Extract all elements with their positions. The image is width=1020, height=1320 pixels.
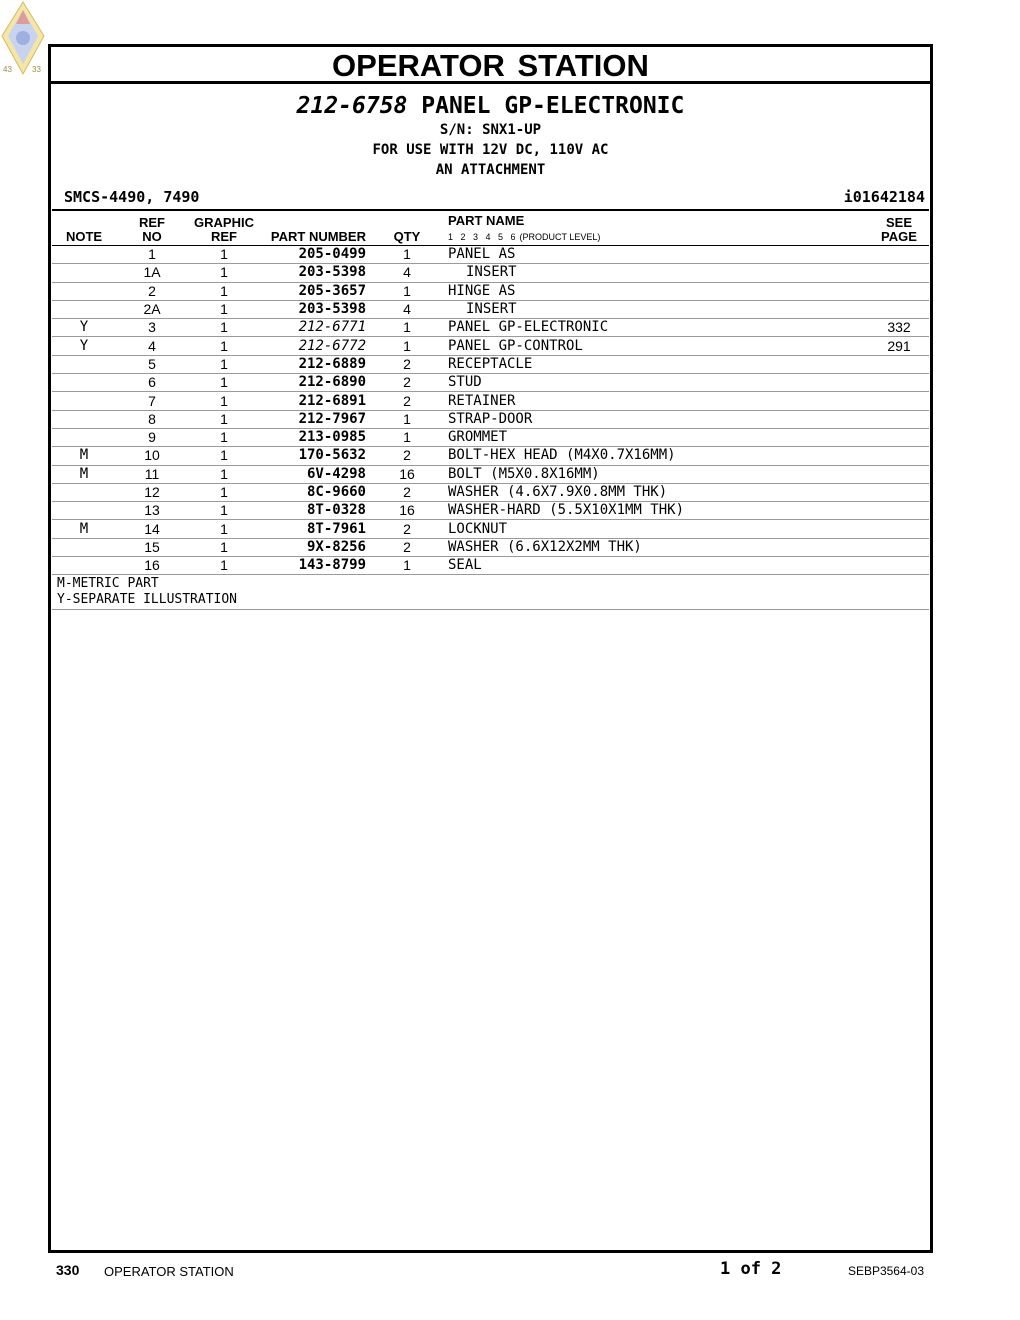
footer-section: OPERATOR STATION xyxy=(104,1264,234,1279)
footer-doc-id: SEBP3564-03 xyxy=(847,1264,924,1278)
row-qty: 1 xyxy=(372,410,442,428)
row-graphic-ref: 1 xyxy=(188,483,260,501)
row-see-page xyxy=(869,465,929,483)
table-row xyxy=(52,538,929,556)
row-graphic-ref: 1 xyxy=(188,300,260,318)
row-part-number: 212-6771 xyxy=(260,319,372,337)
row-note xyxy=(52,300,116,318)
product-level-scale: 1 2 3 4 5 6 (PRODUCT LEVEL) xyxy=(448,232,601,242)
row-graphic-ref: 1 xyxy=(188,355,260,373)
row-part-number: 212-6772 xyxy=(260,337,372,355)
table-row xyxy=(52,264,929,282)
part-header xyxy=(51,92,930,180)
row-ref-no: 8 xyxy=(116,410,188,428)
row-part-name: STRAP-DOOR xyxy=(442,410,869,428)
row-qty: 2 xyxy=(372,392,442,410)
logo-right-number: 33 xyxy=(32,65,41,74)
row-graphic-ref: 1 xyxy=(188,447,260,465)
row-ref-no: 3 xyxy=(116,319,188,337)
row-ref-no: 13 xyxy=(116,502,188,520)
row-graphic-ref: 1 xyxy=(188,337,260,355)
row-qty: 1 xyxy=(372,557,442,575)
row-qty: 2 xyxy=(372,374,442,392)
row-part-number: 205-0499 xyxy=(260,246,372,264)
row-part-name: PANEL GP-CONTROL xyxy=(442,337,869,355)
col-part-number: PART NUMBER xyxy=(260,210,372,246)
row-note: Y xyxy=(52,337,116,355)
row-graphic-ref: 1 xyxy=(188,319,260,337)
row-part-number: 212-7967 xyxy=(260,410,372,428)
row-note xyxy=(52,502,116,520)
row-qty: 2 xyxy=(372,520,442,538)
row-see-page xyxy=(869,264,929,282)
row-part-number: 8T-7961 xyxy=(260,520,372,538)
row-ref-no: 7 xyxy=(116,392,188,410)
row-graphic-ref: 1 xyxy=(188,392,260,410)
row-note: M xyxy=(52,520,116,538)
table-row xyxy=(52,410,929,428)
col-ref-no: REF NO xyxy=(116,210,188,246)
table-row xyxy=(52,392,929,410)
note-separate-illustration: Y-SEPARATE ILLUSTRATION xyxy=(57,592,238,608)
row-part-number: 8C-9660 xyxy=(260,483,372,501)
row-see-page xyxy=(869,483,929,501)
row-see-page xyxy=(869,374,929,392)
row-graphic-ref: 1 xyxy=(188,282,260,300)
row-graphic-ref: 1 xyxy=(188,428,260,446)
logo-left-number: 43 xyxy=(3,65,12,74)
row-part-number: 170-5632 xyxy=(260,447,372,465)
row-note xyxy=(52,557,116,575)
page-frame xyxy=(48,44,933,1253)
row-part-name: STUD xyxy=(442,374,869,392)
row-ref-no: 16 xyxy=(116,557,188,575)
table-row xyxy=(52,319,929,337)
row-qty: 4 xyxy=(372,300,442,318)
table-row xyxy=(52,557,929,575)
row-qty: 2 xyxy=(372,447,442,465)
row-note: Y xyxy=(52,319,116,337)
col-qty: QTY xyxy=(372,210,442,246)
row-part-name: BOLT (M5X0.8X16MM) xyxy=(442,465,869,483)
row-graphic-ref: 1 xyxy=(188,246,260,264)
row-note xyxy=(52,392,116,410)
footer-page-of: 1 of 2 xyxy=(720,1259,782,1279)
row-note xyxy=(52,282,116,300)
table-row xyxy=(52,282,929,300)
row-see-page xyxy=(869,447,929,465)
row-graphic-ref: 1 xyxy=(188,374,260,392)
row-note xyxy=(52,428,116,446)
row-part-number: 212-6891 xyxy=(260,392,372,410)
row-part-number: 213-0985 xyxy=(260,428,372,446)
service-diamond-logo xyxy=(0,0,46,78)
footer-page-number: 330 xyxy=(56,1262,80,1278)
table-row xyxy=(52,465,929,483)
col-note: NOTE xyxy=(52,210,116,246)
row-part-name: PANEL AS xyxy=(442,246,869,264)
row-part-name: WASHER-HARD (5.5X10X1MM THK) xyxy=(442,502,869,520)
row-part-name: BOLT-HEX HEAD (M4X0.7X16MM) xyxy=(442,447,869,465)
row-part-name: LOCKNUT xyxy=(442,520,869,538)
row-part-name: PANEL GP-ELECTRONIC xyxy=(442,319,869,337)
row-part-name: INSERT xyxy=(442,300,869,318)
row-part-name: GROMMET xyxy=(442,428,869,446)
header-part-name: PANEL GP-ELECTRONIC xyxy=(421,93,685,119)
row-qty: 16 xyxy=(372,465,442,483)
illustration-id: i01642184 xyxy=(843,188,925,206)
row-note xyxy=(52,264,116,282)
parts-table-header xyxy=(52,210,929,246)
row-ref-no: 6 xyxy=(116,374,188,392)
row-part-name: RETAINER xyxy=(442,392,869,410)
table-row xyxy=(52,502,929,520)
header-title-line xyxy=(51,92,930,120)
row-note xyxy=(52,374,116,392)
table-row xyxy=(52,447,929,465)
row-qty: 16 xyxy=(372,502,442,520)
row-ref-no: 5 xyxy=(116,355,188,373)
row-part-number: 6V-4298 xyxy=(260,465,372,483)
row-qty: 1 xyxy=(372,428,442,446)
page-footer xyxy=(0,1259,1020,1283)
smcs-code: SMCS-4490, 7490 xyxy=(64,188,200,206)
row-part-name: INSERT xyxy=(442,264,869,282)
row-see-page xyxy=(869,538,929,556)
row-note xyxy=(52,355,116,373)
row-part-number: 212-6890 xyxy=(260,374,372,392)
row-qty: 1 xyxy=(372,337,442,355)
row-qty: 2 xyxy=(372,538,442,556)
row-see-page xyxy=(869,300,929,318)
row-part-number: 212-6889 xyxy=(260,355,372,373)
row-graphic-ref: 1 xyxy=(188,538,260,556)
row-part-number: 8T-0328 xyxy=(260,502,372,520)
row-see-page xyxy=(869,502,929,520)
row-qty: 1 xyxy=(372,246,442,264)
header-part-number: 212-6758 xyxy=(296,93,408,119)
header-attachment-line: AN ATTACHMENT xyxy=(435,162,546,178)
row-part-number: 203-5398 xyxy=(260,264,372,282)
row-part-name: HINGE AS xyxy=(442,282,869,300)
row-part-number: 203-5398 xyxy=(260,300,372,318)
row-ref-no: 14 xyxy=(116,520,188,538)
row-ref-no: 4 xyxy=(116,337,188,355)
row-ref-no: 2A xyxy=(116,300,188,318)
row-ref-no: 11 xyxy=(116,465,188,483)
row-ref-no: 1A xyxy=(116,264,188,282)
row-ref-no: 12 xyxy=(116,483,188,501)
parts-table xyxy=(52,209,929,575)
table-row xyxy=(52,374,929,392)
row-part-number: 9X-8256 xyxy=(260,538,372,556)
table-row xyxy=(52,246,929,264)
row-see-page xyxy=(869,246,929,264)
row-see-page xyxy=(869,355,929,373)
col-part-name: PART NAME 1 2 3 4 5 6 (PRODUCT LEVEL) xyxy=(442,210,869,246)
row-see-page: 332 xyxy=(869,319,929,337)
row-note xyxy=(52,483,116,501)
row-ref-no: 15 xyxy=(116,538,188,556)
row-qty: 1 xyxy=(372,282,442,300)
row-qty: 2 xyxy=(372,483,442,501)
row-ref-no: 2 xyxy=(116,282,188,300)
col-see-page: SEE PAGE xyxy=(869,210,929,246)
row-qty: 1 xyxy=(372,319,442,337)
col-graphic-ref: GRAPHIC REF xyxy=(188,210,260,246)
header-serial: S/N: SNX1-UP xyxy=(439,122,542,138)
row-part-name: RECEPTACLE xyxy=(442,355,869,373)
row-graphic-ref: 1 xyxy=(188,410,260,428)
row-graphic-ref: 1 xyxy=(188,502,260,520)
row-note xyxy=(52,410,116,428)
row-see-page xyxy=(869,428,929,446)
row-note xyxy=(52,246,116,264)
row-graphic-ref: 1 xyxy=(188,465,260,483)
row-see-page xyxy=(869,520,929,538)
row-note: M xyxy=(52,447,116,465)
row-qty: 4 xyxy=(372,264,442,282)
table-row xyxy=(52,355,929,373)
row-ref-no: 9 xyxy=(116,428,188,446)
row-see-page xyxy=(869,410,929,428)
row-graphic-ref: 1 xyxy=(188,264,260,282)
row-part-name: SEAL xyxy=(442,557,869,575)
table-row xyxy=(52,520,929,538)
table-row xyxy=(52,337,929,355)
smcs-row xyxy=(51,185,930,209)
table-row xyxy=(52,428,929,446)
row-see-page xyxy=(869,557,929,575)
row-see-page xyxy=(869,392,929,410)
page-title: OPERATOR STATION xyxy=(51,47,930,84)
row-qty: 2 xyxy=(372,355,442,373)
row-part-name: WASHER (6.6X12X2MM THK) xyxy=(442,538,869,556)
row-see-page xyxy=(869,282,929,300)
row-graphic-ref: 1 xyxy=(188,557,260,575)
row-note: M xyxy=(52,465,116,483)
row-ref-no: 10 xyxy=(116,447,188,465)
row-see-page: 291 xyxy=(869,337,929,355)
row-note xyxy=(52,538,116,556)
note-metric: M-METRIC PART xyxy=(57,576,159,592)
row-part-number: 143-8799 xyxy=(260,557,372,575)
table-row xyxy=(52,483,929,501)
row-part-number: 205-3657 xyxy=(260,282,372,300)
table-row xyxy=(52,300,929,318)
notes-block xyxy=(52,575,929,610)
row-part-name: WASHER (4.6X7.9X0.8MM THK) xyxy=(442,483,869,501)
row-ref-no: 1 xyxy=(116,246,188,264)
header-use-line: FOR USE WITH 12V DC, 110V AC xyxy=(372,142,609,158)
row-graphic-ref: 1 xyxy=(188,520,260,538)
